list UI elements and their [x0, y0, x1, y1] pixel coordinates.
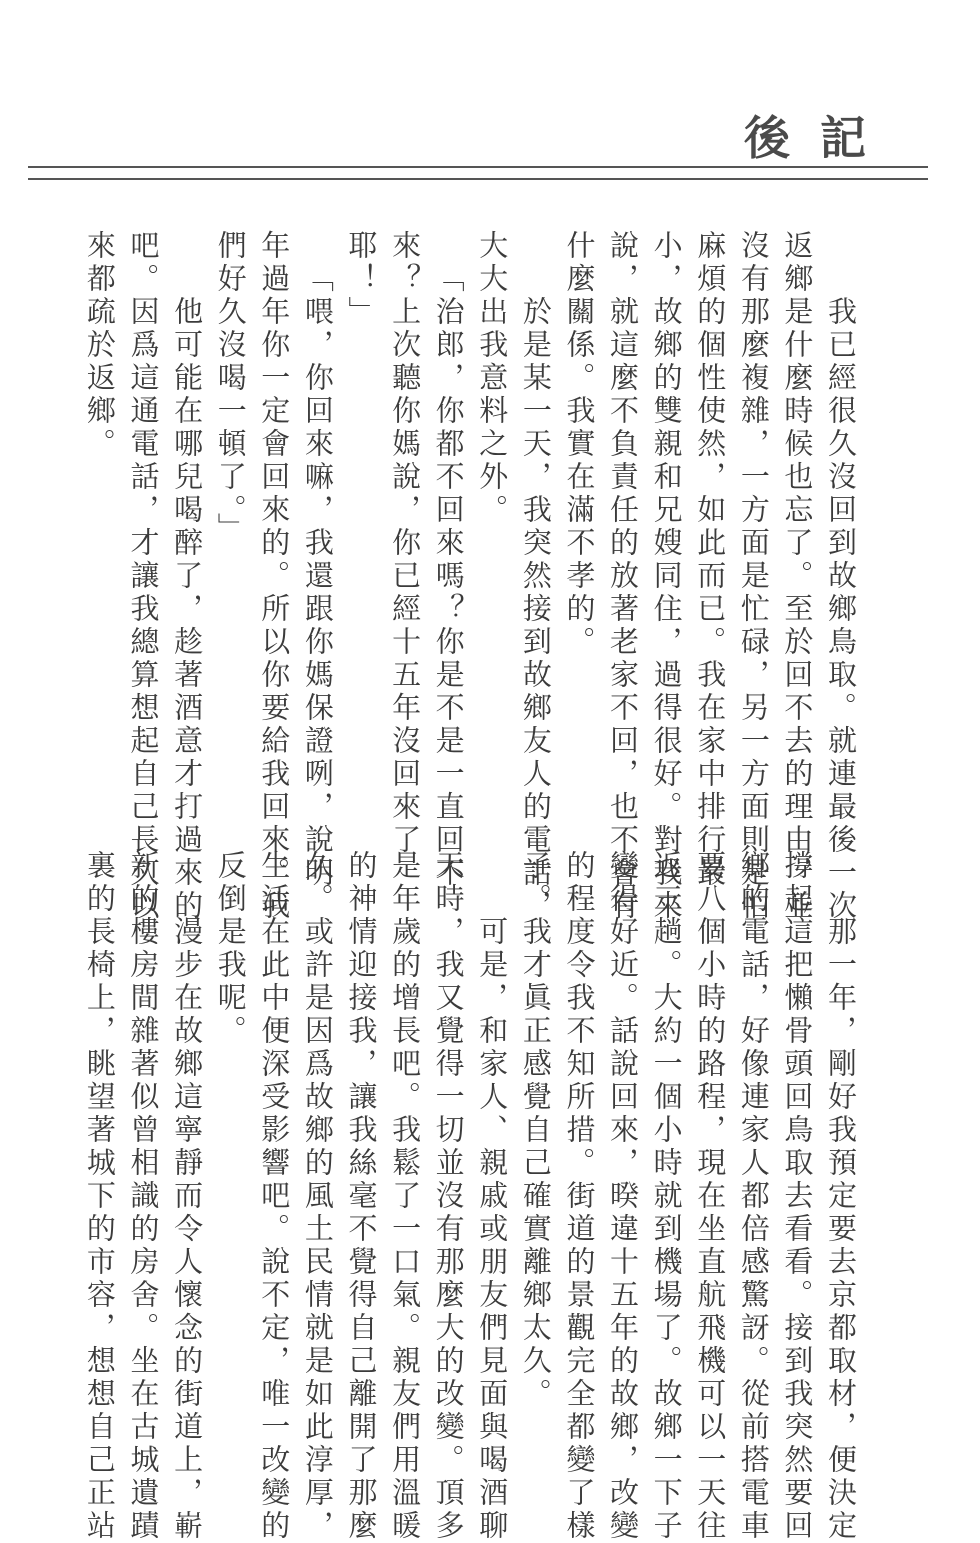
text-line: 麻煩的個性使然，如此而已。我在家中排行最: [693, 230, 728, 890]
text-line: 來？上次聽你媽說，你已經十五年沒回來了: [388, 230, 423, 857]
text-line: 返鄉是什麼時候也忘了。至於回不去的理由，並: [780, 230, 815, 923]
text-line: 新的樓房間雜著似曾相識的房舍。坐在古城遺蹟: [126, 850, 161, 1543]
text-line: 我已經很久沒回到故鄉鳥取。就連最後一次: [824, 296, 858, 923]
text-line: 於是某一天，我突然接到故鄉友人的電話，: [518, 296, 553, 923]
text-line: 耶！」: [344, 230, 379, 329]
text-line: 可是，和家人、親戚或朋友們見面與喝酒聊: [475, 916, 510, 1543]
title-rule-top: [28, 166, 928, 168]
text-line: 大大出我意料之外。: [475, 230, 510, 527]
text-line: 那一年，剛好我預定要去京都取材，便決定: [824, 916, 858, 1543]
text-line: 返三趟。大約一個小時就到機場了。故鄉一下子: [649, 850, 684, 1543]
text-line: 沒有那麼複雜，一方面是忙碌，另一方面則是怕: [736, 230, 771, 923]
text-line: 「治郎，你都不回來嗎？你是不是一直回不: [431, 263, 466, 890]
text-line: 要八個小時的路程，現在坐直航飛機可以一天往: [693, 850, 728, 1543]
text-line: 反倒是我呢。: [213, 850, 248, 1048]
text-line: 小，故鄉的雙親和兄嫂同住，過得很好。對我來: [649, 230, 684, 923]
text-line: 子。我才眞正感覺自己確實離鄉太久。: [518, 850, 553, 1411]
page-title: 後記: [744, 111, 896, 165]
text-line: 的程度令我不知所措。街道的景觀完全都變了樣: [562, 850, 597, 1543]
text-line: 漫步在故鄉這寧靜而令人懷念的街道上，嶄: [170, 916, 205, 1543]
text-line: 們好久沒喝一頓了。」: [213, 230, 248, 546]
text-line: 他可能在哪兒喝醉了，趁著酒意才打過來的: [170, 296, 205, 923]
title-rule-bottom: [28, 178, 928, 180]
text-line: 生活在此中便深受影響吧。說不定，唯一改變的: [257, 850, 292, 1543]
text-line: 天時，我又覺得一切並沒有那麼大的改變。頂多: [431, 850, 466, 1543]
text-block-bottom: [77, 850, 862, 1543]
text-line: 鄉的電話，好像連家人都倍感驚訝。從前搭電車: [736, 850, 771, 1543]
text-line: 變得好近。話說回來，暌違十五年的故鄉，改變: [606, 850, 641, 1543]
text-line: 「喂，你回來嘛，我還跟你媽保證咧，說明: [300, 263, 335, 890]
text-line: 撐起這把懶骨頭回鳥取去看看。接到我突然要回: [780, 850, 815, 1543]
text-line: 是年歲的增長吧。我鬆了一口氣。親友們用溫暖: [388, 850, 423, 1543]
text-line: 來都疏於返鄉。: [82, 230, 117, 461]
text-line: 吧。因爲這通電話，才讓我總算想起自己長久以: [126, 230, 161, 923]
text-line: 什麼關係。我實在滿不孝的。: [562, 230, 597, 659]
text-line: 的神情迎接我，讓我絲毫不覺得自己離開了那麼: [344, 850, 379, 1543]
text-line: 年過年你一定會回來的。所以你要給我回來。我: [257, 230, 292, 923]
text-line: 說，就這麼不負責任的放著老家不回，也不會有: [606, 230, 641, 923]
text-line: 裏的長椅上，眺望著城下的市容，想想自己正站: [82, 850, 117, 1543]
text-block-top: [77, 230, 862, 923]
text-line: 久。或許是因爲故鄉的風土民情就是如此淳厚，: [300, 850, 335, 1543]
